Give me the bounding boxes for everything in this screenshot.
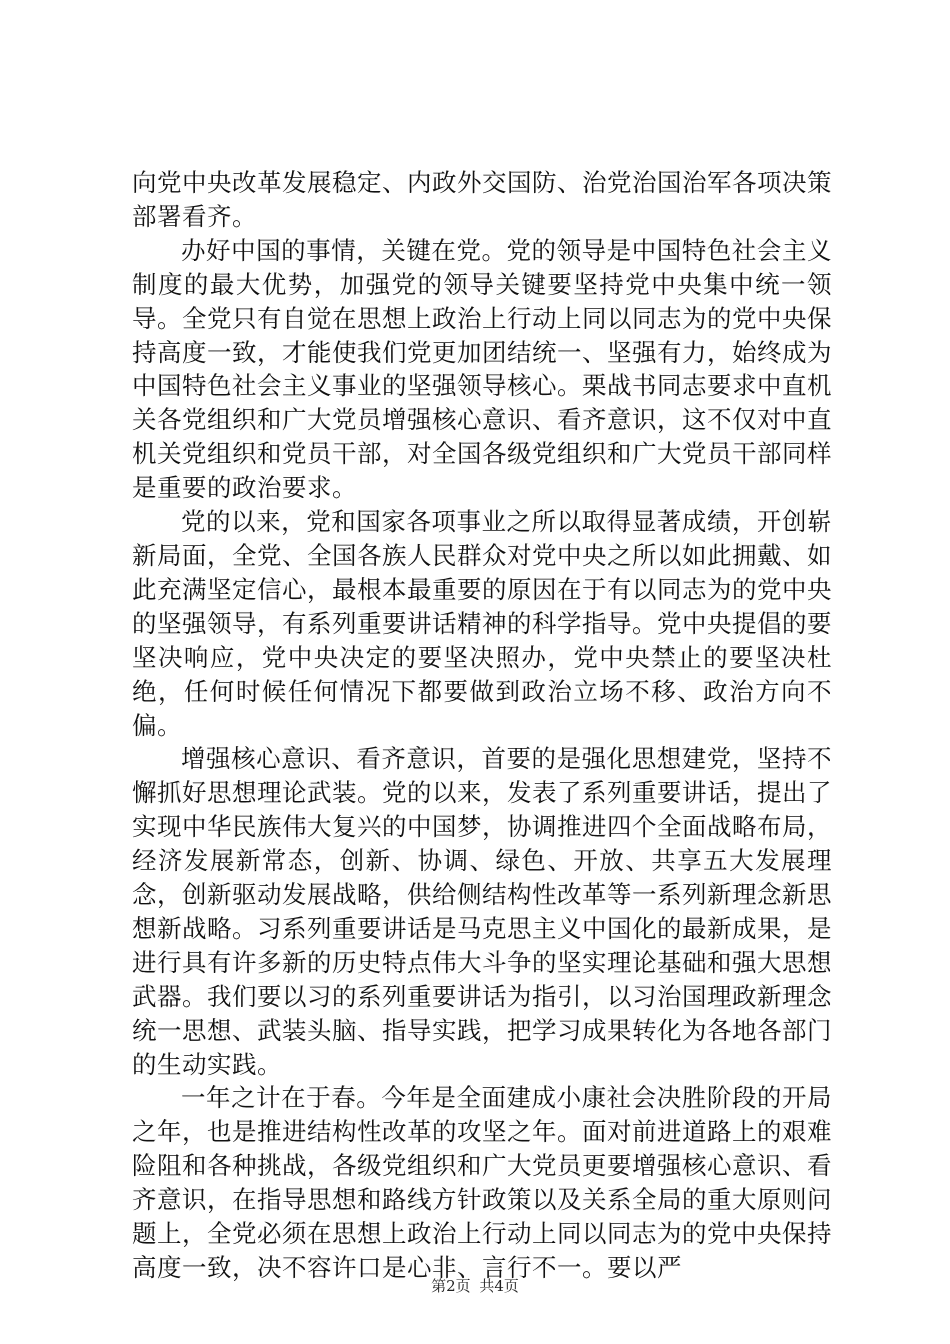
paragraph-5: 一年之计在于春。今年是全面建成小康社会决胜阶段的开局之年，也是推进结构性改革的攻坚之年。面对前进道路上的艰难险阻和各种挑战，各级党组织和广大党员更要增强核心意识、看齐意识，在指导思想和路线方针政策以及关系全局的重大原则问题上，全党必须在思想上政治上行动上同以同志为的党中央保持高度一致，决不容许口是心非、言行不一。要以严 xyxy=(132,1083,832,1282)
paragraph-3: 党的以来，党和国家各项事业之所以取得显著成绩，开创崭新局面，全党、全国各族人民群众对党中央之所以如此拥戴、如此充满坚定信心，最根本最重要的原因在于有以同志为的党中央的坚强领导，有系列重要讲话精神的科学指导。党中央提倡的要坚决响应，党中央决定的要坚决照办，党中央禁止的要坚决杜绝，任何时候任何情况下都要做到政治立场不移、政治方向不偏。 xyxy=(132,507,832,740)
document-body xyxy=(132,166,832,1285)
total-pages: 共4页 xyxy=(479,1277,519,1295)
paragraph-1: 向党中央改革发展稳定、内政外交国防、治党治国治军各项决策部署看齐。 xyxy=(132,168,832,231)
paragraph-2: 办好中国的事情，关键在党。党的领导是中国特色社会主义制度的最大优势，加强党的领导关键要坚持党中央集中统一领导。全党只有自觉在思想上政治上行动上同以同志为的党中央保持高度一致，才能使我们党更加团结统一、坚强有力，始终成为中国特色社会主义事业的坚强领导核心。栗战书同志要求中直机关各党组织和广大党员增强核心意识、看齐意识，这不仅对中直机关党组织和党员干部，对全国各级党组织和广大党员干部同样是重要的政治要求。 xyxy=(132,235,832,503)
page-footer xyxy=(0,1276,950,1296)
page-number: 第2页 xyxy=(431,1277,471,1295)
paragraph-4: 增强核心意识、看齐意识，首要的是强化思想建党，坚持不懈抓好思想理论武装。党的以来，发表了系列重要讲话，提出了实现中华民族伟大复兴的中国梦，协调推进四个全面战略布局，经济发展新常态，创新、协调、绿色、开放、共享五大发展理念，创新驱动发展战略，供给侧结构性改革等一系列新理念新思想新战略。习系列重要讲话是马克思主义中国化的最新成果，是进行具有许多新的历史特点伟大斗争的坚实理论基础和强大思想武器。我们要以习的系列重要讲话为指引，以习治国理政新理念统一思想、武装头脑、指导实践，把学习成果转化为各地各部门的生动实践。 xyxy=(132,744,832,1079)
